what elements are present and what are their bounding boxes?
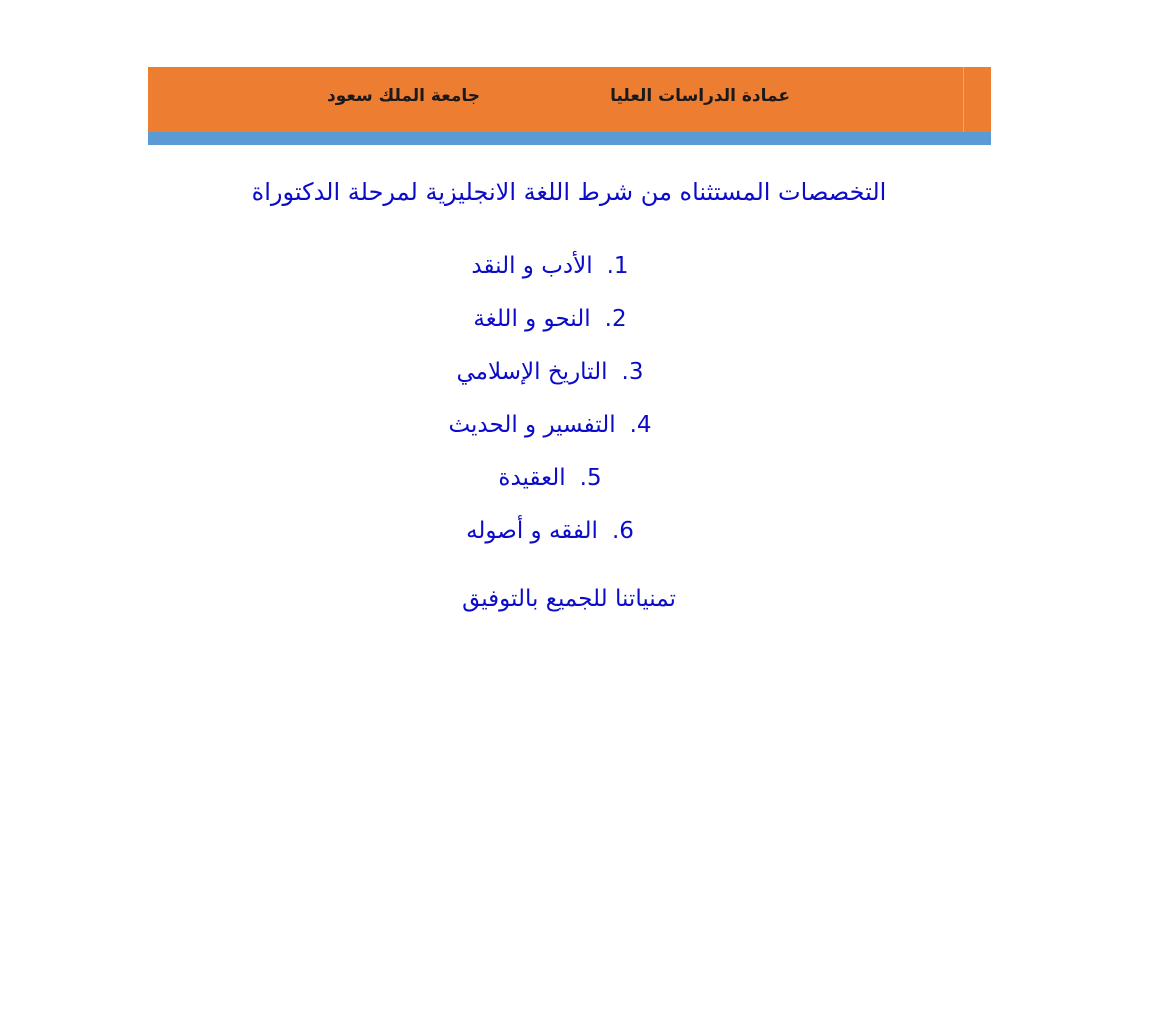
list-item [0, 354, 1100, 407]
item-number: 3. [621, 359, 644, 385]
item-name: التفسير و الحديث [448, 412, 616, 438]
item-number: 4. [629, 412, 652, 438]
header-stripe [148, 132, 991, 145]
item-name: العقيدة [498, 465, 566, 491]
header-bar [148, 67, 991, 132]
page-title: التخصصات المستثناه من شرط اللغة الانجليزية لمرحلة الدكتوراة [251, 178, 887, 206]
list-item [0, 248, 1100, 301]
item-name: التاريخ الإسلامي [456, 359, 608, 385]
list-item [0, 407, 1100, 460]
list-item [0, 513, 1100, 566]
closing-message: تمنياتنا للجميع بالتوفيق [462, 586, 676, 612]
item-number: 2. [604, 306, 627, 332]
item-name: الأدب و النقد [471, 253, 593, 279]
specialization-list [0, 248, 1100, 566]
university-label: جامعة الملك سعود [327, 86, 480, 106]
list-item [0, 301, 1100, 354]
item-name: النحو و اللغة [473, 306, 591, 332]
item-number: 5. [579, 465, 602, 491]
list-item [0, 460, 1100, 513]
dean-label: عمادة الدراسات العليا [610, 86, 790, 106]
item-number: 1. [606, 253, 629, 279]
item-name: الفقه و أصوله [466, 518, 598, 544]
header-divider [963, 67, 964, 132]
item-number: 6. [611, 518, 634, 544]
